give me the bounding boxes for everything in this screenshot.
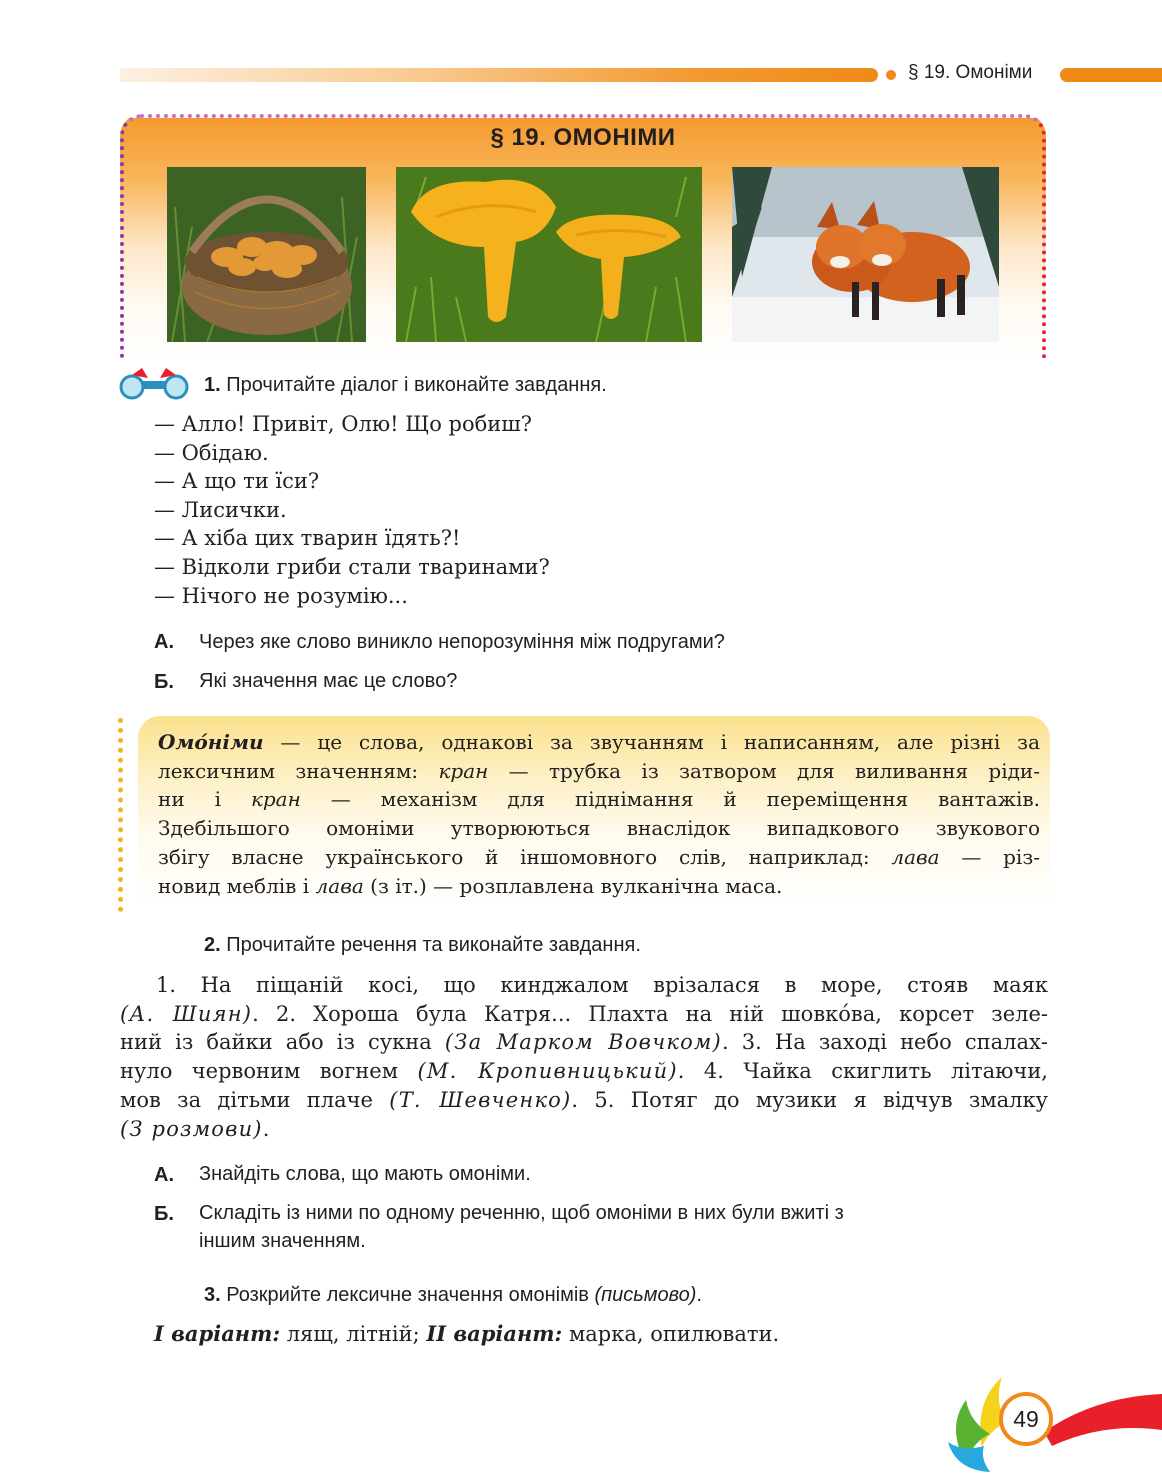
header-tab-decoration xyxy=(1060,68,1162,82)
variant-1-words: лящ, літній; xyxy=(280,1322,427,1346)
sentence-text: . 5. Потяг до музики я відчув змалку xyxy=(571,1087,1049,1112)
dialog-line: — Лисички. xyxy=(154,497,287,522)
sentence-line xyxy=(120,1000,1048,1029)
question-letter: А. xyxy=(154,631,174,653)
source-attribution: (А. Шиян) xyxy=(120,1001,253,1026)
definition-text-part: новид меблів і xyxy=(158,873,316,898)
dialog xyxy=(154,410,550,610)
dialog-line: — А хіба цих тварин їдять?! xyxy=(154,526,461,551)
photo-basket-of-chanterelles xyxy=(167,167,366,342)
sentence-text: мов за дітьми плаче xyxy=(120,1087,390,1112)
dialog-line: — А що ти їси? xyxy=(154,469,320,494)
definition-text-part: — механізм для піднімання й переміщення вантажів. xyxy=(300,787,1040,812)
sentence-text: . 4. Чайка скиглить літаючи, xyxy=(677,1059,1048,1084)
sentence-line xyxy=(120,1028,1048,1057)
section-title: § 19. ОМОНІМИ xyxy=(490,124,676,151)
definition-text-part: лексичним значенням: xyxy=(158,758,439,783)
task-1-instruction: Прочитайте діалог і виконайте завдання. xyxy=(226,374,607,396)
task-3-heading xyxy=(204,1284,702,1307)
source-attribution: (З розмови) xyxy=(120,1116,263,1141)
running-header-title: § 19. Омоніми xyxy=(908,62,1033,83)
definition-text xyxy=(158,728,1040,900)
example-word: кран xyxy=(250,787,301,812)
dialog-line: — Нічого не розумію... xyxy=(154,583,408,608)
header-gradient-bar xyxy=(120,68,878,82)
question-text: Через яке слово виникло непорозуміння між подругами? xyxy=(199,631,725,653)
task-2-heading xyxy=(204,934,641,957)
photo-red-foxes-in-snow xyxy=(732,167,999,342)
definition-text-part: збігу власне українського й іншомовного слів, наприклад: xyxy=(158,844,892,869)
sentence-text: . xyxy=(262,1116,270,1141)
sentence-line xyxy=(120,1057,1048,1086)
definition-term: Омо́німи xyxy=(158,730,264,754)
task-3-instruction: Розкрийте лексичне значення омонімів xyxy=(226,1284,595,1306)
definition-text-part: Здебільшого омоніми утворюються внаслідок випадкового звукового xyxy=(158,816,1040,841)
variant-1-label: І варіант: xyxy=(154,1321,281,1346)
photo-chanterelle-mushrooms xyxy=(396,167,702,342)
definition-text-part: ни і xyxy=(158,787,251,812)
definition-text-part: — це слова, однакові за звучанням і написанням, але різні за xyxy=(263,730,1040,754)
header-bullet-icon xyxy=(886,70,896,80)
variant-2-label: ІІ варіант: xyxy=(426,1321,563,1346)
definition-text-part: (з іт.) — розплавлена вулканічна маса. xyxy=(363,873,783,898)
task-2-instruction: Прочитайте речення та виконайте завдання. xyxy=(226,934,641,956)
task-2-number: 2. xyxy=(204,934,221,956)
example-word: лава xyxy=(315,873,364,898)
sentence-line: 1. На піщаній косі, що кинджалом врізалася в море, стояв маяк xyxy=(156,973,1048,997)
source-attribution: (За Марком Вовчком) xyxy=(444,1030,722,1055)
definition-text-part: — різ- xyxy=(939,844,1040,869)
binoculars-icon xyxy=(118,366,190,400)
sentence-line xyxy=(120,1115,1048,1144)
question-text-continued: іншим значенням. xyxy=(199,1230,366,1252)
task-3-instruction-end: . xyxy=(696,1284,702,1306)
example-word: кран xyxy=(438,758,489,783)
question-text: Які значення має це слово? xyxy=(199,670,458,692)
page-number: 49 xyxy=(999,1392,1053,1446)
source-attribution: (М. Кропивницький) xyxy=(417,1059,678,1084)
task-2-sentences xyxy=(120,971,1048,1143)
task-3-instruction-note: (письмово) xyxy=(594,1284,697,1306)
task-1-number: 1. xyxy=(204,374,221,396)
sentence-text: нуло червоним вогнем xyxy=(120,1059,418,1084)
question-text: Знайдіть слова, що мають омоніми. xyxy=(199,1163,531,1185)
page-emblem-decoration xyxy=(944,1372,1162,1474)
sentence-text: . 2. Хороша була Катря... Плахта на ній шовко́ва, корсет зеле- xyxy=(252,1001,1049,1026)
sentence-text: ний із байки або із сукна xyxy=(120,1030,445,1055)
task-3-number: 3. xyxy=(204,1284,221,1306)
question-letter: А. xyxy=(154,1164,174,1186)
dialog-line: — Алло! Привіт, Олю! Що робиш? xyxy=(154,412,533,436)
task-1-heading xyxy=(204,374,607,397)
sentence-line xyxy=(120,1086,1048,1115)
example-word: лава xyxy=(891,844,940,869)
dialog-line: — Обідаю. xyxy=(154,440,269,465)
variant-2-words: марка, опилювати. xyxy=(562,1322,780,1346)
question-text: Складіть із ними по одному реченню, щоб омоніми в них були вжиті з xyxy=(199,1202,844,1224)
definition-text-part: — трубка із затвором для виливання ріди- xyxy=(488,758,1040,783)
variants-line xyxy=(154,1321,779,1346)
source-attribution: (Т. Шевченко) xyxy=(389,1087,572,1112)
dialog-line: — Відколи гриби стали тваринами? xyxy=(154,554,550,579)
definition-dotted-border xyxy=(118,718,126,912)
sentence-text: . 3. На заході небо спалах- xyxy=(721,1030,1048,1055)
question-letter: Б. xyxy=(154,1203,174,1225)
question-letter: Б. xyxy=(154,671,174,693)
